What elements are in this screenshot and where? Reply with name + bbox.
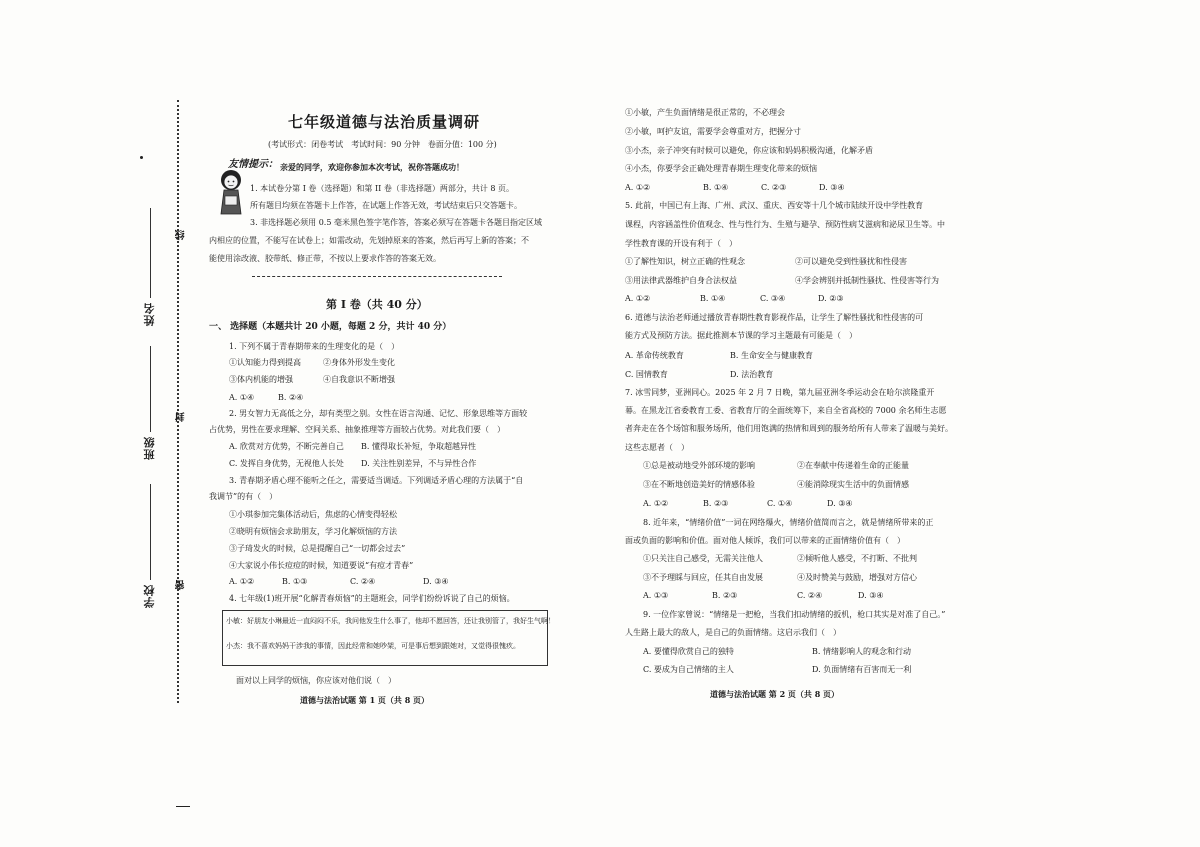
- q1-choice-a: A. ①④: [229, 393, 255, 402]
- q5-option-3: ③用法律武器维护自身合法权益: [625, 276, 737, 285]
- q2-choice-b: B. 懂得取长补短，争取超越异性: [361, 442, 476, 451]
- seal-mark-secret: 密: [176, 580, 187, 590]
- seal-mark-seal: 封: [176, 412, 187, 422]
- q7-line-1: 7. 冰雪同梦，亚洲同心。2025 年 2 月 7 日晚，第九届亚洲冬季运动会在哈尔滨隆重开: [625, 388, 935, 397]
- q4-quote-2: 小杰：我不喜欢妈妈干涉我的事情，因此经常和她吵架，可是事后想到跟她对，又觉得很愧疚。: [226, 642, 520, 650]
- q8-option-1: ①只关注自己感受，无需关注他人: [643, 554, 763, 563]
- q3-option-1: ①小琪参加完集体活动后，焦虑的心情变得轻松: [229, 510, 397, 519]
- q3-choice-c: C. ②④: [350, 577, 376, 586]
- q5-option-1: ①了解性知识，树立正确的性观念: [625, 257, 745, 266]
- q4-choice-c: C. ②③: [761, 183, 787, 192]
- binding-dotted-line: [177, 100, 179, 703]
- q5-choice-b: B. ①④: [700, 294, 726, 303]
- q4-option-3: ③小杰，亲子冲突有时候可以避免，你应该和妈妈积极沟通，化解矛盾: [625, 146, 873, 155]
- instruction-2: 所有题目均须在答题卡上作答，在试题上作答无效，考试结束后只交答题卡。: [250, 201, 522, 210]
- q7-option-4: ④能消除现实生活中的负面情感: [797, 480, 909, 489]
- q1-option-1: ①认知能力得到提高: [229, 358, 301, 367]
- instruction-5: 能使用涂改液、胶带纸、修正带，不按以上要求作答的答案无效。: [209, 254, 441, 263]
- instruction-3: 3. 非选择题必须用 0.5 毫米黑色签字笔作答，答案必须写在答题卡各题目指定区域: [250, 218, 542, 227]
- page2-footer: 道德与法治试题 第 2 页（共 8 页）: [710, 689, 840, 699]
- q5-option-2: ②可以避免受到性骚扰和性侵害: [795, 257, 907, 266]
- q4-prompt: 面对以上同学的烦恼，你应该对他们说（ ）: [236, 676, 396, 685]
- instruction-4: 内相应的位置，不能写在试卷上；如需改动，先划掉原来的答案，然后再写上新的答案；不: [209, 236, 529, 245]
- q6-line-2: 能方式及预防方法。据此推测本节课的学习主题最有可能是（ ）: [625, 331, 857, 340]
- q8-line-2: 面或负面的影响和价值。面对他人倾诉，我们可以带来的正面情绪价值有（ ）: [625, 536, 905, 545]
- q8-choice-c: C. ②④: [797, 591, 823, 600]
- q3-choice-a: A. ①②: [229, 577, 255, 586]
- q8-choice-b: B. ②③: [712, 591, 738, 600]
- q9-line-1: 9. 一位作家曾说：“情绪是一把枪，当我们扣动情绪的扳机，枪口其实是对准了自己。”: [643, 610, 946, 619]
- q7-choice-a: A. ①②: [643, 499, 669, 508]
- q7-line-3: 者奔走在各个场馆和服务场所，他们用饱满的热情和周到的服务给所有人带来了温暖与美好。: [625, 424, 953, 433]
- q6-choice-a: A. 革命传统教育: [625, 351, 684, 360]
- school-fill-line: [150, 484, 151, 580]
- page1-footer: 道德与法治试题 第 1 页（共 8 页）: [300, 695, 430, 705]
- exam-title: 七年级道德与法治质量调研: [288, 113, 481, 131]
- seal-mark-line: 线: [176, 230, 187, 240]
- instruction-1: 1. 本试卷分第 I 卷（选择题）和第 II 卷（非选择题）两部分，共计 8 页。: [250, 184, 515, 193]
- tip-text: 亲爱的同学，欢迎你参加本次考试，祝你答题成功！: [280, 162, 464, 172]
- class-fill-line: [150, 346, 151, 432]
- q5-choice-d: D. ②③: [818, 294, 844, 303]
- q4-choice-a: A. ①②: [625, 183, 651, 192]
- q8-option-2: ②倾听他人感受，不打断、不批判: [797, 554, 917, 563]
- q6-choice-c: C. 国情教育: [625, 370, 668, 379]
- q6-line-1: 6. 道德与法治老师通过播放青春期性教育影视作品，让学生了解性骚扰和性侵害的可: [625, 313, 924, 322]
- q6-choice-d: D. 法治教育: [730, 370, 774, 379]
- q5-line-3: 学性教育课的开设有利于（ ）: [625, 239, 737, 248]
- q3-line-2: 我调节”的有（ ）: [209, 492, 278, 501]
- q2-line-1: 2. 男女智力无高低之分，却有类型之别。女性在语言沟通、记忆、形象思维等方面较: [229, 409, 528, 418]
- q3-option-3: ③子琦发火的时候，总是提醒自己“一切都会过去”: [229, 544, 406, 553]
- q9-choice-c: C. 要成为自己情绪的主人: [643, 665, 734, 674]
- q9-line-2: 人生路上最大的敌人，是自己的负面情绪。这启示我们（ ）: [625, 628, 841, 637]
- q4-stem: 4. 七年级(1)班开展“化解青春烦恼”的主题班会，同学们纷纷诉说了自己的烦恼。: [229, 594, 515, 603]
- q5-line-1: 5. 此前，中国已有上海、广州、武汉、重庆、西安等十几个城市陆续开设中学性教育: [625, 201, 924, 210]
- q7-option-3: ③在不断地创造美好的情感体验: [643, 480, 755, 489]
- q1-option-4: ④自我意识不断增强: [323, 375, 395, 384]
- q4-option-2: ②小敏，呵护友谊，需要学会尊重对方，把握分寸: [625, 127, 801, 136]
- q7-line-4: 这些志愿者（ ）: [625, 443, 689, 452]
- name-fill-line: [150, 208, 151, 298]
- q4-option-1: ①小敏，产生负面情绪是很正常的，不必理会: [625, 108, 785, 117]
- q7-line-2: 幕。在黑龙江省委教育工委、省教育厅的全面统筹下，来自全省高校的 7000 余名师生志愿: [625, 406, 947, 415]
- q3-line-1: 3. 青春期矛盾心理不能听之任之，需要适当调适。下列调适矛盾心理的方法属于“自: [229, 476, 524, 485]
- q4-option-4: ④小杰，你要学会正确处理青春期生理变化带来的烦恼: [625, 164, 817, 173]
- q9-choice-b: B. 情绪影响人的观念和行动: [812, 647, 911, 656]
- q1-option-2: ②身体外形发生变化: [323, 358, 395, 367]
- class-label: 班级: [143, 436, 156, 460]
- q7-choice-c: C. ①④: [767, 499, 793, 508]
- q2-choice-a: A. 欣赏对方优势，不断完善自己: [229, 442, 344, 451]
- q8-choice-a: A. ①③: [643, 591, 669, 600]
- q7-choice-b: B. ②③: [703, 499, 729, 508]
- q4-choice-b: B. ①④: [703, 183, 729, 192]
- q2-line-2: 占优势，男性在要求理解、空间关系、抽象推理等方面较占优势。对此我们要（ ）: [209, 425, 505, 434]
- name-label: 姓名: [143, 302, 156, 326]
- q3-option-2: ②晓明有烦恼会求助朋友，学习化解烦恼的方法: [229, 527, 397, 536]
- q8-choice-d: D. ③④: [858, 591, 884, 600]
- q9-choice-d: D. 负面情绪有百害而无一利: [812, 665, 912, 674]
- q9-choice-a: A. 要懂得欣赏自己的独特: [643, 647, 734, 656]
- q8-line-1: 8. 近年来，“情绪价值”一词在网络爆火，情绪价值简而言之，就是情绪所带来的正: [643, 518, 934, 527]
- q5-option-4: ④学会辨别并抵制性骚扰、性侵害等行为: [795, 276, 939, 285]
- q1-choice-b: B. ②④: [278, 393, 304, 402]
- q5-choice-a: A. ①②: [625, 294, 651, 303]
- q7-choice-d: D. ③④: [827, 499, 853, 508]
- q3-choice-d: D. ③④: [423, 577, 449, 586]
- q7-option-2: ②在奉献中传递着生命的正能量: [797, 461, 909, 470]
- q3-option-4: ④大家说小伟长痘痘的时候，知道要说“有痘才青春”: [229, 561, 414, 570]
- q8-option-4: ④及时赞美与鼓励，增强对方信心: [797, 573, 917, 582]
- school-label: 学校: [143, 584, 156, 608]
- scan-dash: [176, 806, 190, 807]
- divider: [252, 276, 502, 277]
- tip-heading: 友情提示：: [228, 159, 278, 170]
- q5-line-2: 课程，内容涵盖性价值观念、性与性行为、生殖与避孕、预防性病艾滋病和泌尿卫生等。中: [625, 220, 945, 229]
- q6-choice-b: B. 生命安全与健康教育: [730, 351, 813, 360]
- q1-option-3: ③体内机能的增强: [229, 375, 293, 384]
- exam-info: (考试形式：闭卷考试 考试时间：90 分钟 卷面分值：100 分): [268, 140, 497, 149]
- student-cartoon-icon: [216, 168, 246, 216]
- q7-option-1: ①总是被动地受外部环境的影响: [643, 461, 755, 470]
- q2-choice-c: C. 发挥自身优势，无视他人长处: [229, 459, 344, 468]
- part-title: 第 I 卷（共 40 分）: [326, 298, 428, 311]
- q1-stem: 1. 下列不属于青春期带来的生理变化的是（ ）: [229, 342, 400, 351]
- q4-quote-1: 小敏：好朋友小琳最近一直闷闷不乐，我问他发生什么事了，他却不愿回答，还让我别管了，我好生气啊！: [226, 617, 555, 625]
- scan-dot: [140, 156, 143, 159]
- q5-choice-c: C. ③④: [760, 294, 786, 303]
- section-title: 一、 选择题（本题共计 20 小题，每题 2 分，共计 40 分）: [209, 322, 452, 332]
- q8-option-3: ③不予理睬与回应，任其自由发展: [643, 573, 763, 582]
- q3-choice-b: B. ①③: [282, 577, 308, 586]
- q4-choice-d: D. ③④: [819, 183, 845, 192]
- q2-choice-d: D. 关注性别差异，不与异性合作: [361, 459, 477, 468]
